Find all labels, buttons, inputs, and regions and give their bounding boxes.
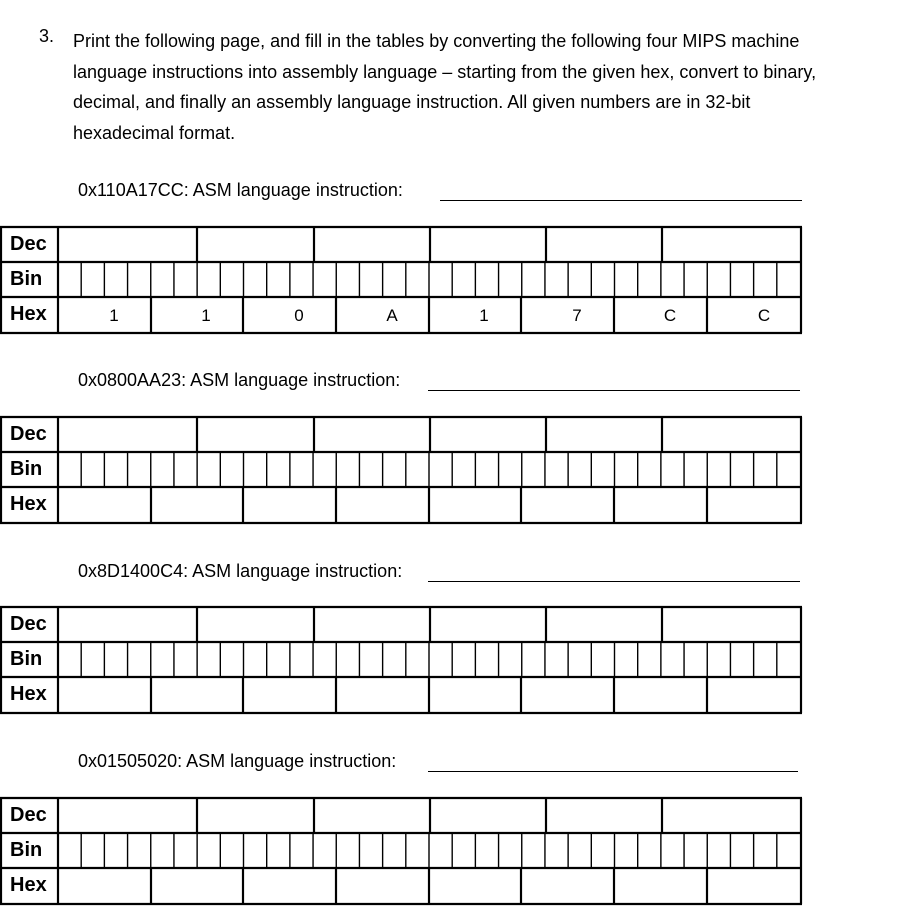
hex-digit: C [757, 306, 771, 325]
question-line: hexadecimal format. [73, 122, 236, 143]
hex-digit: 7 [572, 306, 582, 325]
hex-digit: A [386, 306, 398, 325]
row-label-bin: Bin [10, 268, 43, 290]
answer-line[interactable] [440, 200, 802, 201]
conversion-table [0, 417, 802, 526]
row-label-hex: Hex [10, 683, 47, 705]
row-label-bin: Bin [10, 458, 43, 480]
instruction-prompt: 0x01505020: ASM language instruction: [78, 751, 397, 771]
table-grid [0, 798, 802, 907]
hex-digit: 1 [201, 306, 211, 325]
question-line: language instructions into assembly language – starting from the given hex, convert to binary, [73, 61, 817, 82]
answer-line[interactable] [428, 581, 800, 582]
conversion-table [0, 227, 802, 336]
instruction-prompt: 0x110A17CC: ASM language instruction: [78, 180, 403, 200]
row-label-hex: Hex [10, 493, 47, 515]
instruction-prompt: 0x8D1400C4: ASM language instruction: [78, 561, 403, 581]
question-text [73, 26, 909, 148]
hex-digit: C [663, 306, 677, 325]
table-grid [0, 607, 802, 716]
answer-line[interactable] [428, 771, 798, 772]
hex-digit: 1 [109, 306, 119, 325]
answer-line[interactable] [428, 390, 800, 391]
conversion-table [0, 607, 802, 716]
question-number: 3. [39, 26, 55, 46]
hex-digit: 1 [479, 306, 489, 325]
row-label-bin: Bin [10, 839, 43, 861]
conversion-table [0, 798, 802, 907]
question-line: Print the following page, and fill in the tables by converting the following four MIPS machine [73, 31, 800, 51]
row-label-dec: Dec [10, 423, 47, 445]
row-label-hex: Hex [10, 303, 47, 325]
row-label-dec: Dec [10, 804, 47, 826]
instruction-prompt: 0x0800AA23: ASM language instruction: [78, 370, 401, 390]
row-label-hex: Hex [10, 874, 47, 896]
question-line: decimal, and finally an assembly language instruction. All given numbers are in 32-bit [73, 92, 751, 112]
hex-digit: 0 [294, 306, 304, 325]
row-label-dec: Dec [10, 233, 47, 255]
row-label-dec: Dec [10, 613, 47, 635]
row-label-bin: Bin [10, 648, 43, 670]
table-grid [0, 417, 802, 526]
